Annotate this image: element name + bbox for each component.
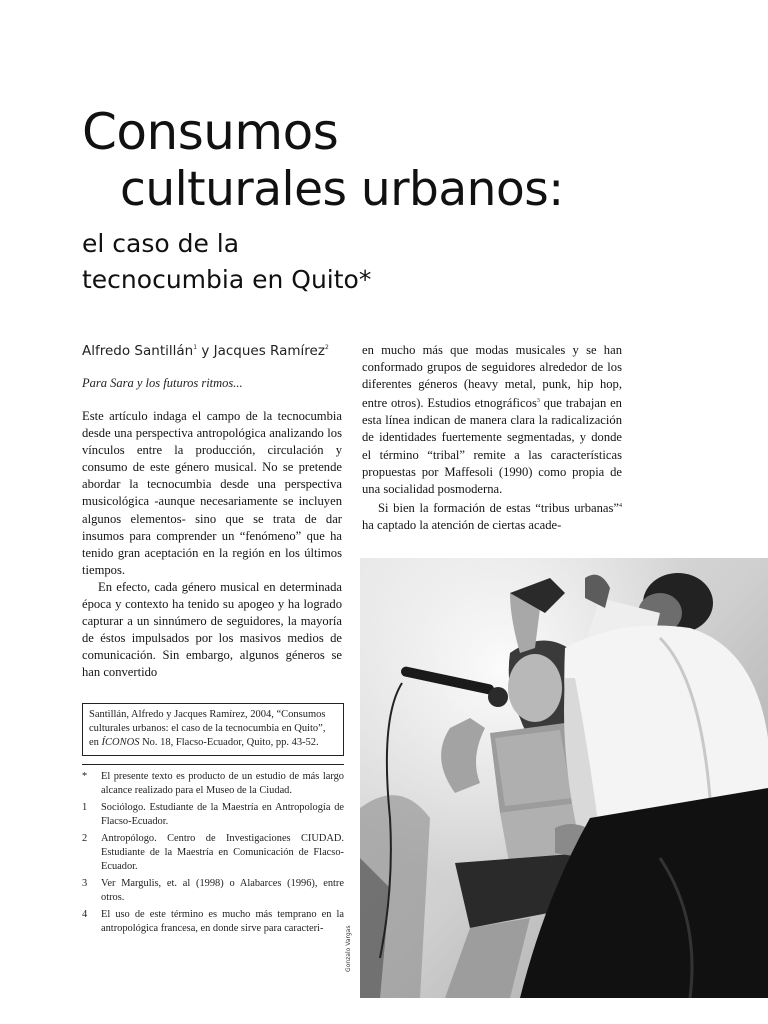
subtitle-line-1: el caso de la [82,229,240,258]
article-title-line-1: Consumos [82,103,339,161]
citation-text: Santillán, Alfredo y Jacques Ramírez, 2004, “Consumos culturales urbanos: el caso de la tecnocumbia en Quito”, en [89,709,326,749]
article-subtitle [82,226,502,298]
body-paragraph-4 [362,498,622,534]
citation-box [82,703,344,756]
article-title-line-2: culturales urbanos: [120,162,564,217]
footnote-text: Sociólogo. Estudiante de la Maestría en Antropología de Flacso-Ecuador. [101,802,344,827]
body-text: Si bien la formación de estas “tribus urbanas” [378,500,619,515]
footnote-mark: 3 [82,878,88,890]
footnote-text: Antropólogo. Centro de Investigaciones CIUDAD. Estudiante de la Maestría en Comunicación de Flacso-Ecuador. [101,833,344,872]
citation-journal: ÍCONOS [101,737,140,749]
dedication: Para Sara y los futuros ritmos... [82,376,243,390]
footnote-mark: * [82,771,88,782]
dancers-photo-illustration [360,558,768,998]
body-paragraph-1: Este artículo indaga el campo de la tecnocumbia desde una perspectiva antropológica analizando los vínculos entre la producción, circulación y consumo de este género musical. No se pretende abordar la tecnocumbia desde una perspectiva musicológica -aunque necesariamente se incluyen algunos elementos- sino que se trata de dar insumos para comprender un “fenómeno” que ha tenido gran aceptación en la región en los últimos tiempos. [82,409,342,577]
footnote-mark: 2 [82,833,88,845]
footnote-text: Ver Margulis, et. al (1998) o Alabarces (1996), entre otros. [101,878,344,903]
footnote-mark: 1 [82,802,88,814]
body-right-column [362,342,622,534]
photograph [360,558,768,998]
author-line [82,343,329,359]
footnote-text: El presente texto es producto de un estudio de más largo alcance realizado para el Museo de la Ciudad. [101,771,344,796]
photo-credit: Gonzalo Vargas [345,925,352,972]
author-2: Jacques Ramírez [213,343,325,359]
footnotes [82,764,344,940]
author-connector: y [197,343,214,359]
footnote [82,908,344,935]
footnote [82,877,344,904]
footnote-ref-4: 4 [619,502,622,509]
author-1-footnote-ref: 1 [193,344,198,351]
footnote [82,770,344,797]
body-paragraph-3 [362,342,622,498]
body-text: en mucho más que modas musicales y se han conformado grupos de seguidores alrededor de los diferentes géneros (heavy metal, punk, hip hop, entre otros). Estudios etnográficos [362,343,622,411]
body-paragraph-2: En efecto, cada género musical en determinada época y contexto ha tenido su apogeo y ha logrado capturar a un sinnúmero de seguidores, la mayoría de éstos impulsados por los masivos medios de comunicación. Sin embargo, algunos géneros se han convertido [82,579,342,680]
footnote-mark: 4 [82,909,88,921]
citation-text-end: No. 18, Flacso-Ecuador, Quito, pp. 43-52. [139,737,319,749]
body-left-column [82,408,342,682]
body-text: ha captado la atención de ciertas acade- [362,517,562,532]
subtitle-line-2: tecnocumbia en Quito* [82,265,372,294]
footnote-text: El uso de este término es mucho más temprano en la antropológica francesa, en donde sirve para caracteri- [101,909,344,934]
body-text: que trabajan en esta línea indican de manera clara la radicalización de identidades fuertemente segmentadas, y donde el término “tribal” remite a las características propuestas por Maffesoli (1990) como propia de una socialidad posmoderna. [362,396,622,496]
footnote [82,801,344,828]
footnote-ref-3: 3 [536,398,540,405]
footnote [82,832,344,873]
author-1: Alfredo Santillán [82,343,194,359]
author-2-footnote-ref: 2 [324,344,329,351]
